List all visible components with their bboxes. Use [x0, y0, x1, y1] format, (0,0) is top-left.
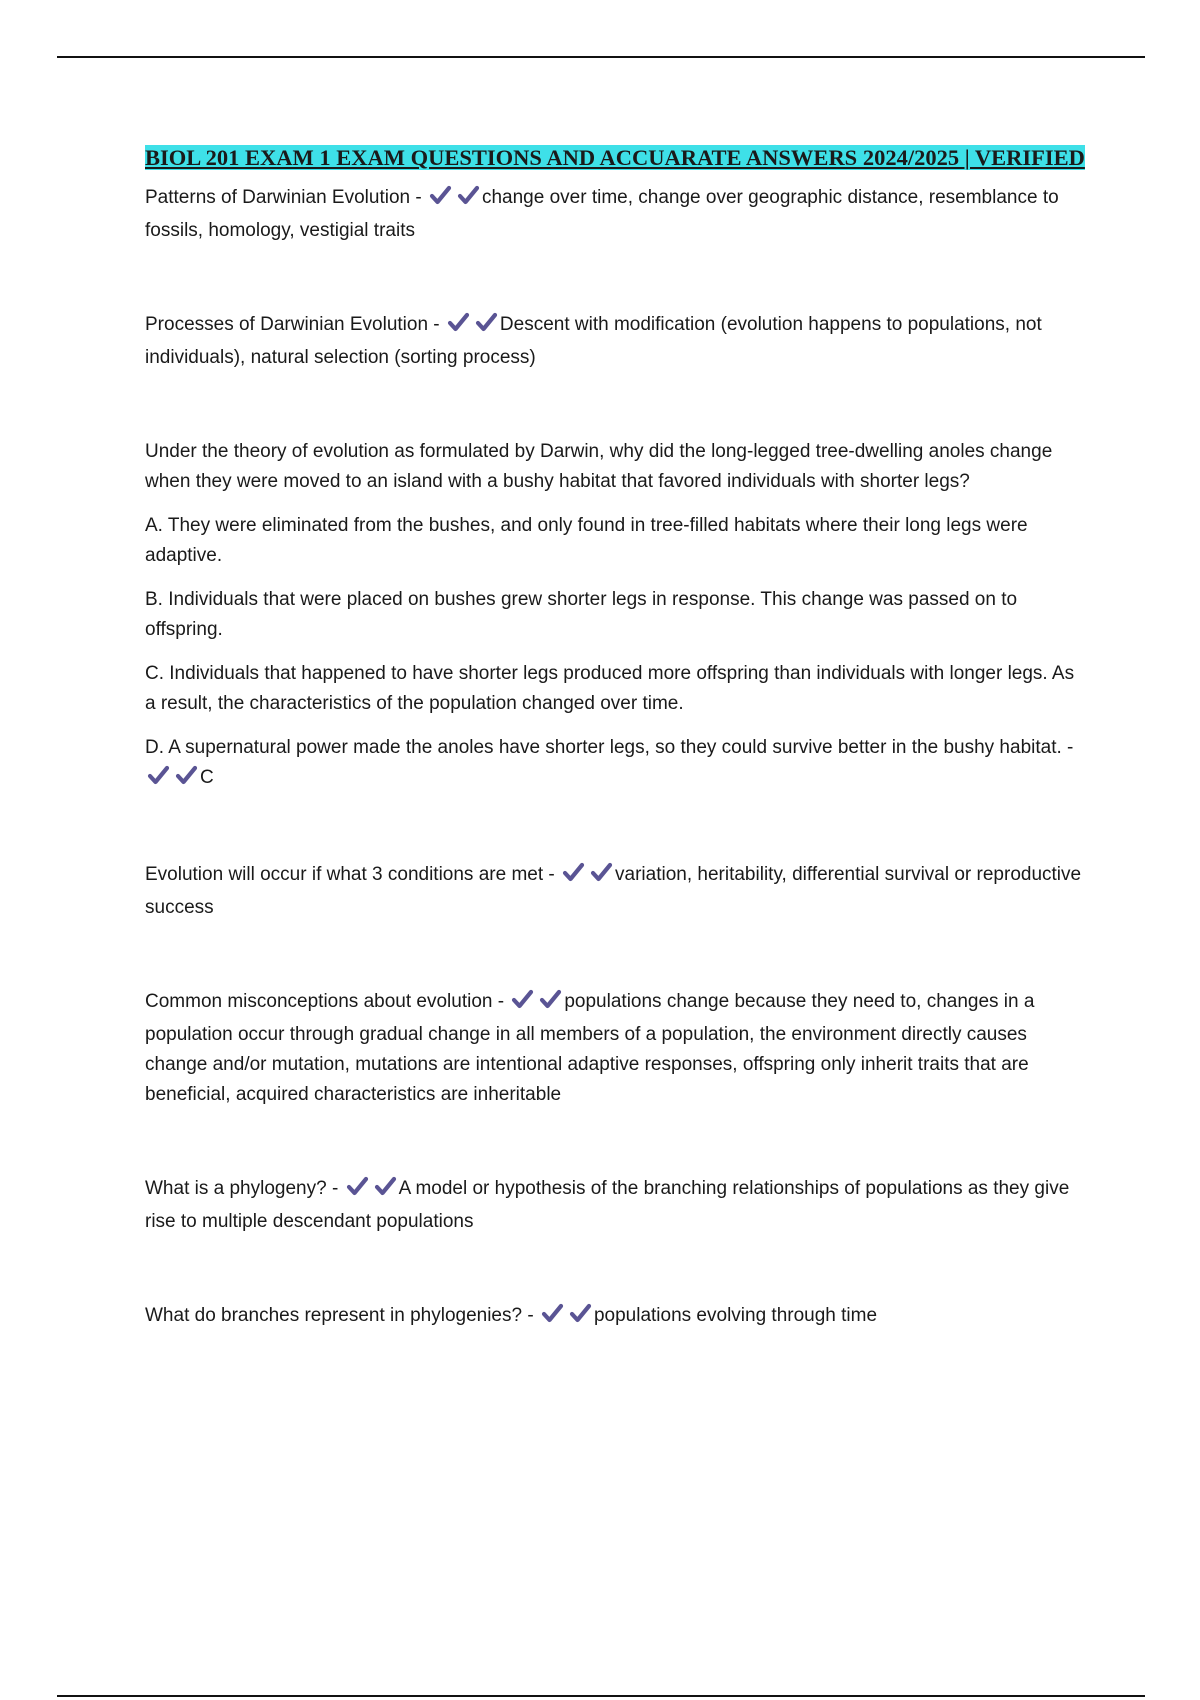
question-text: What is a phylogeny? [145, 1178, 327, 1199]
answer-text: variation, heritability, differential survival or reproductive success [145, 864, 1082, 918]
answer-text: populations change because they need to, changes in a population occur through gradual change in all members of a population, the environment directly causes change and/or mutation, mutations are intentional adaptive responses, offspring only inherit traits that are beneficial, acquired characteristics are inheritable [145, 991, 1035, 1105]
double-checkmark-icon [147, 764, 199, 796]
question-text: Evolution will occur if what 3 conditions are met [145, 864, 544, 885]
qa-item-6 [145, 1174, 1085, 1237]
qa-item-3 [145, 437, 1085, 796]
answer-text: change over time, change over geographic distance, resemblance to fossils, homology, vestigial traits [145, 187, 1059, 241]
separator: - [522, 1305, 539, 1326]
option-d [145, 733, 1085, 796]
answer-text: A model or hypothesis of the branching relationships of populations as they give rise to multiple descendant populations [145, 1178, 1070, 1232]
top-rule [57, 56, 1145, 58]
double-checkmark-icon [346, 1175, 398, 1207]
question-text: Common misconceptions about evolution [145, 991, 493, 1012]
separator: - [543, 864, 561, 885]
answer-text: Descent with modification (evolution happens to populations, not individuals), natural selection (sorting process) [145, 314, 1042, 368]
separator: - [428, 314, 445, 335]
qa-text [145, 860, 1085, 923]
question-text: Patterns of Darwinian Evolution [145, 187, 411, 208]
option-c: C. Individuals that happened to have shorter legs produced more offspring than individuals with longer legs. As a result, the characteristics of the population changed over time. [145, 663, 1075, 714]
separator: - [410, 187, 427, 208]
option-d-text: D. A supernatural power made the anoles have shorter legs, so they could survive better in the bushy habitat. [145, 737, 1062, 758]
separator: - [1061, 737, 1074, 758]
qa-text [145, 183, 1085, 246]
bottom-rule [57, 1695, 1145, 1697]
double-checkmark-icon [447, 311, 499, 343]
answer-text: C [200, 767, 214, 788]
qa-text [145, 1174, 1085, 1237]
option-b: B. Individuals that were placed on bushes grew shorter legs in response. This change was passed on to offspring. [145, 589, 1018, 640]
qa-item-7 [145, 1301, 1085, 1334]
qa-text [145, 987, 1085, 1110]
double-checkmark-icon [429, 184, 481, 216]
qa-text [145, 310, 1085, 373]
question-text: What do branches represent in phylogenies? [145, 1305, 523, 1326]
separator: - [492, 991, 510, 1012]
double-checkmark-icon [562, 861, 614, 893]
question-text: Processes of Darwinian Evolution [145, 314, 429, 335]
answer-text: populations evolving through time [593, 1305, 878, 1326]
qa-item-4 [145, 860, 1085, 923]
qa-item-2 [145, 310, 1085, 373]
qa-item-1 [145, 183, 1085, 246]
qa-text [145, 1301, 1085, 1334]
double-checkmark-icon [511, 988, 563, 1020]
separator: - [326, 1178, 344, 1199]
document-body [145, 143, 1085, 1334]
qa-item-5 [145, 987, 1085, 1110]
document-title: BIOL 201 EXAM 1 EXAM QUESTIONS AND ACCUARATE ANSWERS 2024/2025 | VERIFIED [145, 145, 1085, 170]
double-checkmark-icon [541, 1302, 593, 1334]
question-text: Under the theory of evolution as formulated by Darwin, why did the long-legged tree-dwelling anoles change when they were moved to an island with a bushy habitat that favored individuals with shorter legs? [145, 441, 1053, 492]
option-a: A. They were eliminated from the bushes, and only found in tree-filled habitats where their long legs were adaptive. [145, 515, 1028, 566]
